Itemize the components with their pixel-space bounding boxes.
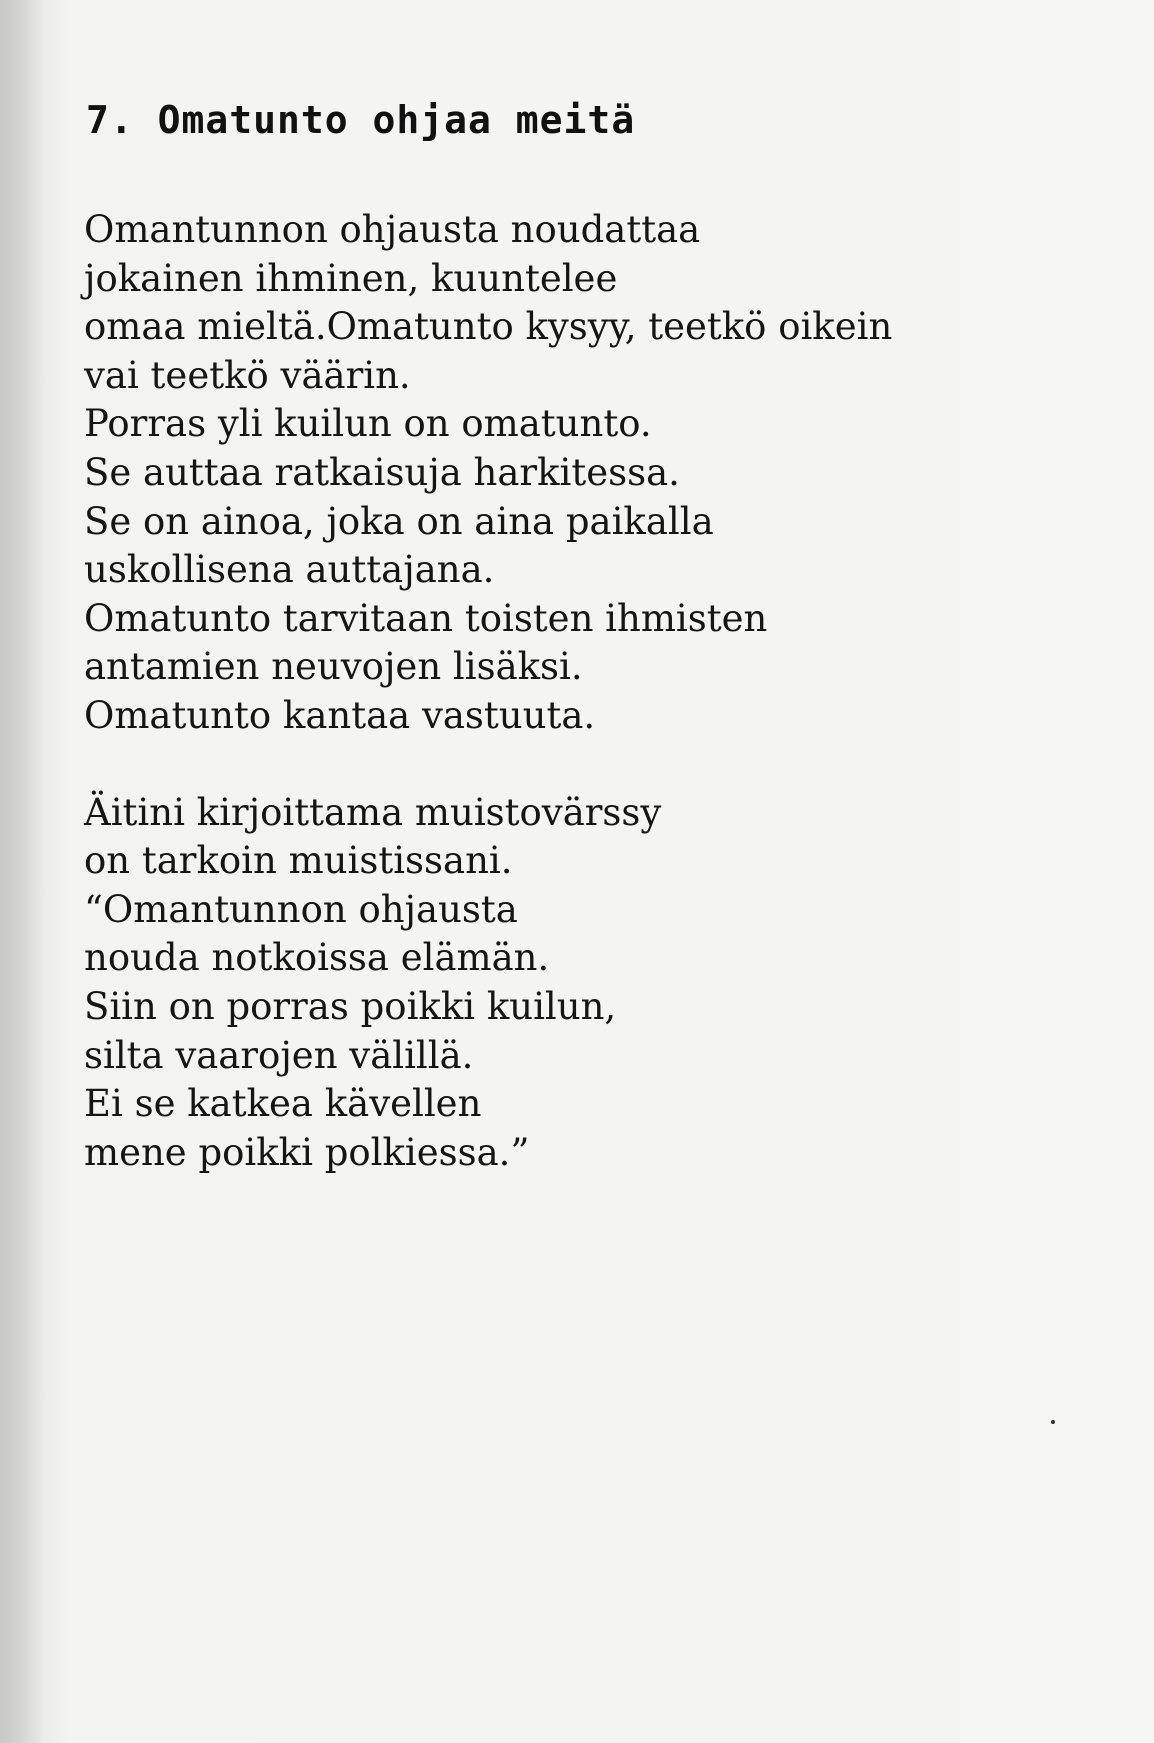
poem-line: Porras yli kuilun on omatunto. — [84, 402, 652, 446]
poem-body — [84, 206, 1004, 1177]
poem-line: omaa mieltä.Omatunto kysyy, teetkö oikein — [84, 305, 893, 349]
paper-speck — [1051, 1420, 1055, 1424]
poem-line: Omantunnon ohjausta noudattaa — [84, 208, 701, 251]
poem-line: silta vaarojen välillä. — [84, 1033, 474, 1077]
stanza-2 — [84, 789, 1004, 1178]
stanza-1 — [84, 206, 1004, 741]
poem-line: jokainen ihminen, kuuntelee — [84, 256, 618, 300]
poem-line: Ei se katkea kävellen — [84, 1082, 482, 1126]
poem-line: mene poikki polkiessa.” — [84, 1130, 530, 1174]
binding-shadow — [0, 0, 46, 1743]
poem-line: on tarkoin muistissani. — [84, 839, 513, 883]
poem-line: Omatunto kantaa vastuuta. — [84, 693, 596, 737]
poem-line: Siin on porras poikki kuilun, — [84, 984, 617, 1028]
poem-line: vai teetkö väärin. — [84, 353, 411, 397]
poem-line: uskollisena auttajana. — [84, 548, 495, 592]
poem-title: 7. Omatunto ohjaa meitä — [86, 98, 636, 142]
stanza-gap — [84, 741, 1004, 789]
poem-line: Omatunto tarvitaan toisten ihmisten — [84, 596, 768, 640]
poem-line: antamien neuvojen lisäksi. — [84, 645, 583, 689]
poem-line: Äitini kirjoittama muistovärssy — [84, 790, 662, 834]
poem-line: Se on ainoa, joka on aina paikalla — [84, 499, 714, 543]
poem-line: Se auttaa ratkaisuja harkitessa. — [84, 450, 680, 494]
poem-line: “Omantunnon ohjausta — [84, 887, 518, 931]
poem-line: nouda notkoissa elämän. — [84, 936, 550, 980]
